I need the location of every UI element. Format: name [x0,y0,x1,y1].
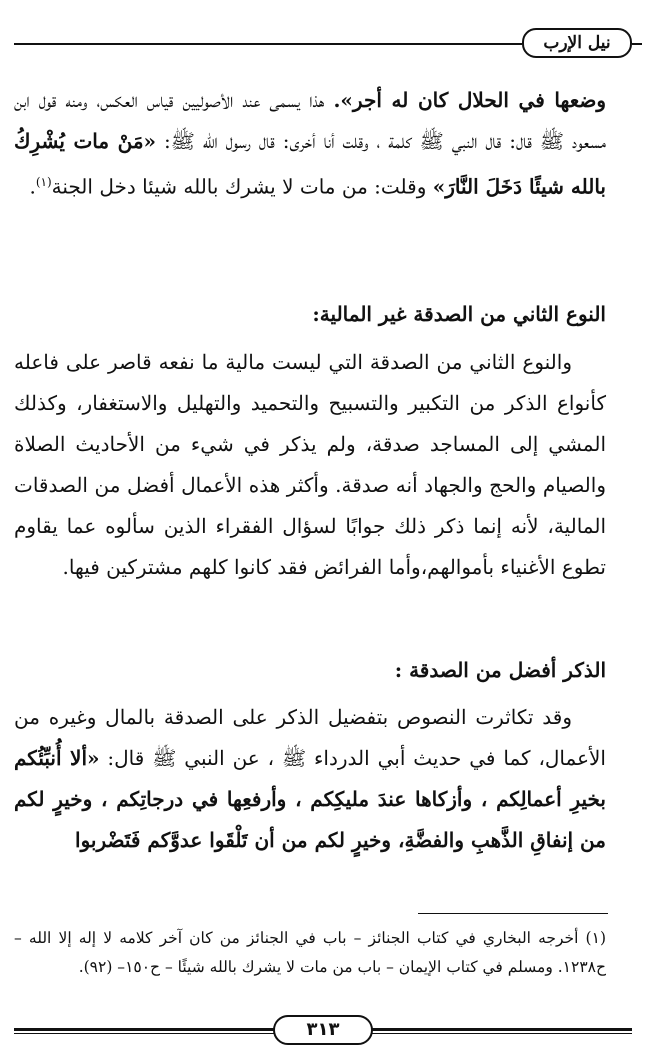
paragraph-dhikr [14,697,606,861]
running-header-title: نيل الإرب [522,28,632,58]
section-heading-non-monetary-charity: النوع الثاني من الصدقة غير المالية: [312,302,606,326]
header-rule [14,43,522,45]
hadith-quote: «ألا أُنبِّئُكم بخيرِ أعمالِكم ، وأزكاها عندَ مليكِكم ، وأرفعِها في درجاتِكم ، وخيرٍ لكم من إنفاقِ الذَّهبِ والفضَّةِ، وخيرٍ لكم من أن تَلْقَوا عدوَّكم فَتَضْربوا [14,746,606,852]
paragraph-text-end: وقلت: من مات لا يشرك بالله شيئا دخل الجنة [51,174,433,199]
quote-end: وضعها في الحلال كان له أجر». [333,88,606,112]
paragraph-non-monetary-charity: والنوع الثاني من الصدقة التي ليست مالية ما نفعه قاصر على فاعله كأنواع الذكر من التكبير والتسبيح والتحميد والتهليل والاستغفار، وكذلك المشي إلى المساجد صدقة، ولم يذكر في شيء من الأحاديث الصلاة والصيام والحج والجهاد أنه صدقة. وأكثر هذه الأعمال أفضل من الصدقات المالية، لأنه إنما ذكر ذلك جوابًا لسؤال الفقراء الذين سألوه عما يقاوم تطوع الأغنياء بأموالهم،وأما الفرائض فقد كانوا كلهم مشتركين فيها. [14,350,607,579]
footnote-reference[interactable]: (١) [35,175,52,189]
footnote: (١) أخرجه البخاري في كتاب الجنائز – باب في الجنائز من كان آخر كلامه لا إله إلا الله – ح١٢٣٨. ومسلم في كتاب الإيمان – باب من مات لا يشرك بالله شيئًا – ح١٥٠– (٩٢). [14,929,606,976]
footnote-separator [418,913,608,914]
paragraph-text: هذا يسمى عند الأصوليين قياس العكس، ومنه قول ابن مسعود ﷺ قال: قال النبي ﷺ كلمة ، وقلت أنا أخرى: قال رسول الله ﷺ: [14,88,606,153]
section-heading-dhikr-better: الذكر أفضل من الصدقة : [394,658,606,682]
paragraph-continued [14,80,606,208]
page-number: ٣١٣ [273,1015,373,1045]
hadith-quote: «مَنْ مات يُشْرِكُ بالله شيئًا دَخَلَ النَّارَ» [14,129,606,199]
paragraph-period: . [29,174,36,199]
paragraph-text: وقد تكاثرت النصوص بتفضيل الذكر على الصدقة بالمال وغيره من الأعمال، كما في حديث أبي الدرداء ﷺ ، عن النبي ﷺ قال: [14,705,606,770]
